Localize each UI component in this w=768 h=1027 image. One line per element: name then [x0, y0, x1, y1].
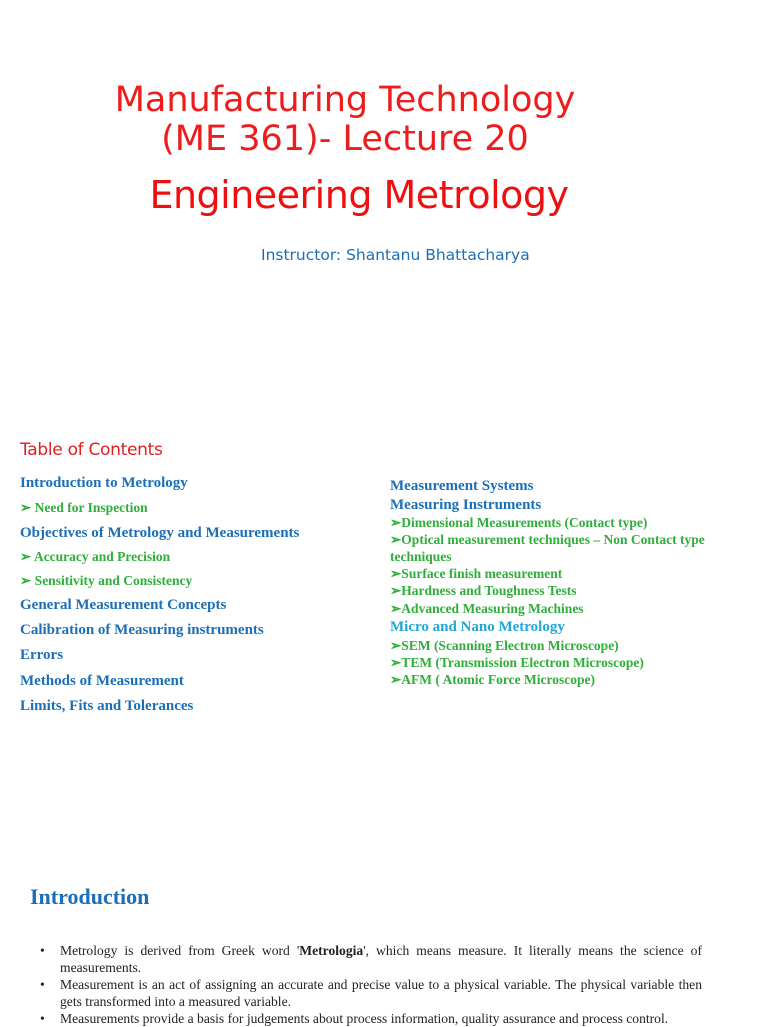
- toc-subitem-need-inspection[interactable]: ➢ Need for Inspection: [20, 500, 148, 515]
- toc-item-objectives[interactable]: Objectives of Metrology and Measurements: [20, 525, 300, 541]
- bullet-text: Measurements provide a basis for judgements about process information, quality assurance and process control.: [60, 1011, 669, 1026]
- toc-subitem-afm[interactable]: ➢AFM ( Atomic Force Microscope): [390, 672, 595, 687]
- toc-subitem-sem[interactable]: ➢SEM (Scanning Electron Microscope): [390, 638, 619, 653]
- lecture-subtitle: Engineering Metrology: [149, 173, 569, 217]
- bullet-item: [40, 1010, 702, 1027]
- toc-subitem-hardness[interactable]: ➢Hardness and Toughness Tests: [390, 583, 577, 598]
- toc-item-general-concepts[interactable]: General Measurement Concepts: [20, 597, 227, 613]
- bullet-item: [40, 976, 702, 1010]
- toc-item-measurement-systems[interactable]: Measurement Systems: [390, 478, 534, 494]
- title-line-1: Manufacturing Technology: [114, 80, 576, 120]
- bullet-text: ', which means measure. It literally means the science of measurements.: [60, 943, 702, 975]
- title-line-2: (ME 361)- Lecture 20: [161, 119, 529, 159]
- bullet-text: Measurement is an act of assigning an accurate and precise value to a physical variable. The physical variable then gets transformed into a measured variable.: [60, 977, 702, 1009]
- toc-subitem-advanced-machines[interactable]: ➢Advanced Measuring Machines: [390, 601, 584, 616]
- bullet-item: [40, 942, 702, 976]
- toc-subitem-dimensional[interactable]: ➢Dimensional Measurements (Contact type): [390, 515, 648, 530]
- toc-item-intro-metrology[interactable]: Introduction to Metrology: [20, 475, 188, 491]
- toc-subitem-sensitivity-consistency[interactable]: ➢ Sensitivity and Consistency: [20, 573, 193, 588]
- introduction-heading: Introduction: [30, 884, 150, 909]
- toc-subitem-optical-cont: techniques: [390, 549, 452, 564]
- bullet-icon: •: [40, 977, 45, 992]
- toc-heading: Table of Contents: [20, 440, 163, 460]
- toc-item-calibration[interactable]: Calibration of Measuring instruments: [20, 622, 264, 638]
- introduction-bullet-list: [40, 942, 702, 1027]
- toc-item-errors[interactable]: Errors: [20, 647, 64, 663]
- toc-subitem-tem[interactable]: ➢TEM (Transmission Electron Microscope): [390, 655, 644, 670]
- bullet-icon: •: [40, 1011, 45, 1026]
- toc-item-methods[interactable]: Methods of Measurement: [20, 673, 184, 689]
- toc-subitem-accuracy-precision[interactable]: ➢ Accuracy and Precision: [20, 549, 171, 564]
- bullet-text: Metrology is derived from Greek word ': [60, 943, 300, 958]
- toc-item-limits-fits[interactable]: Limits, Fits and Tolerances: [20, 698, 194, 714]
- toc-subitem-surface-finish[interactable]: ➢Surface finish measurement: [390, 566, 563, 581]
- bullet-icon: •: [40, 943, 45, 958]
- toc-item-measuring-instruments[interactable]: Measuring Instruments: [390, 497, 542, 513]
- toc-subitem-optical[interactable]: ➢Optical measurement techniques – Non Contact type: [390, 532, 705, 547]
- instructor-line: Instructor: Shantanu Bhattacharya: [261, 246, 530, 264]
- toc-item-micro-nano[interactable]: Micro and Nano Metrology: [390, 619, 565, 635]
- bullet-bold-term: Metrologia: [299, 943, 364, 958]
